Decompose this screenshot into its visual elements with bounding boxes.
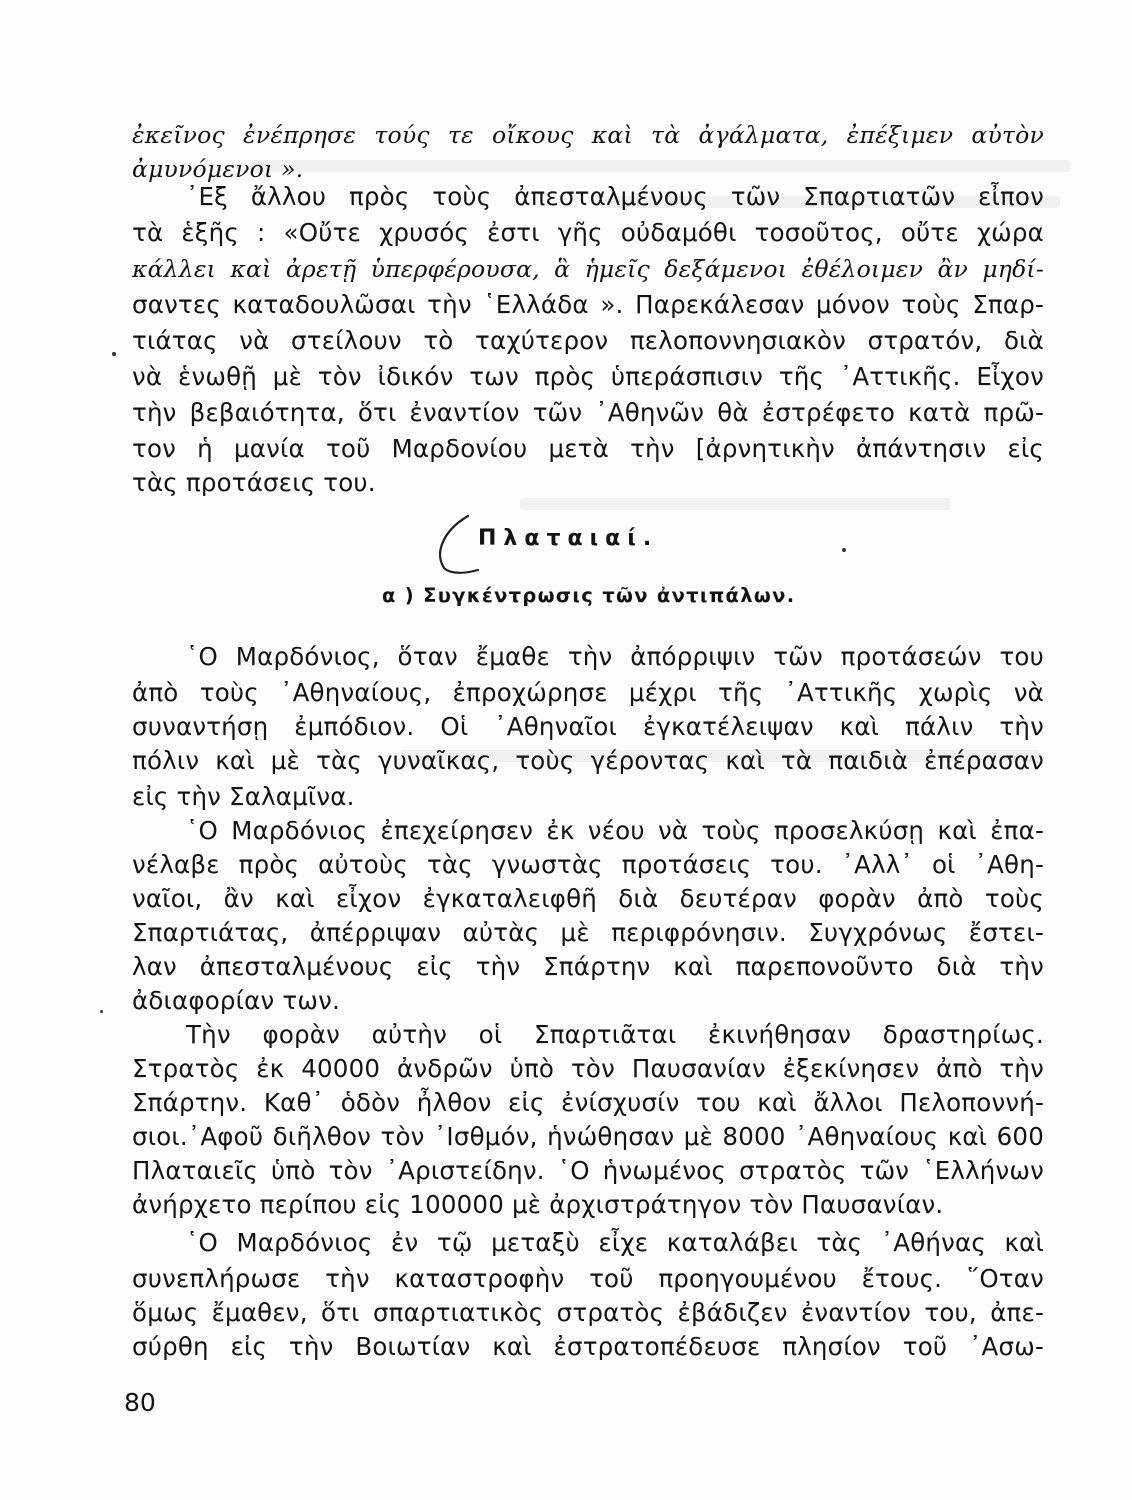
speck	[112, 352, 116, 356]
speck	[842, 548, 846, 552]
text-line: ἀπὸ τοὺς ᾽Αθηναίους, ἐπροχώρησε μέχρι τῆς ᾽Αττικῆς χωρὶς νὰ	[132, 678, 1044, 707]
text-line: σιοι.᾽Αφοῦ διῆλθον τὸν ᾽Ισθμόν, ἡνώθησαν μὲ 8000 ᾽Αθηναίους καὶ 600	[132, 1122, 1044, 1151]
text-line: Σπαρτιάτας, ἀπέρριψαν αὐτὰς μὲ περιφρόνησιν. Συγχρόνως ἔστει-	[132, 918, 1044, 947]
text-line: νὰ ἑνωθῇ μὲ τὸν ἰδικόν των πρὸς ὑπεράσπισιν τῆς ᾽Αττικῆς. Εἶχον	[132, 362, 1044, 391]
text-line: σύρθη εἰς τὴν Βοιωτίαν καὶ ἐστρατοπέδευσε πλησίον τοῦ ᾽Ασω-	[132, 1332, 1044, 1361]
text-line: τον ἡ μανία τοῦ Μαρδονίου μετὰ τὴν [ἀρνητικὴν ἀπάντησιν εἰς	[132, 434, 1044, 463]
text-line: Τὴν φορὰν αὐτὴν οἱ Σπαρτιᾶται ἐκινήθησαν δραστηρίως.	[186, 1020, 1044, 1049]
text-line: Σπάρτην. Καθ᾽ ὁδὸν ἦλθον εἰς ἐνίσχυσίν του καὶ ἄλλοι Πελοποννή-	[132, 1088, 1044, 1117]
text-line: Στρατὸς ἐκ 40000 ἀνδρῶν ὑπὸ τὸν Παυσανίαν ἐξεκίνησεν ἀπὸ τὴν	[132, 1054, 1044, 1083]
text-line: ἀνήρχετο περίπου εἰς 100000 μὲ ἀρχιστράτηγον τὸν Παυσανίαν.	[132, 1190, 944, 1219]
text-line: τὰ ἑξῆς : «Οὔτε χρυσός ἐστι γῆς οὐδαμόθι τοσοῦτος, οὔτε χώρα	[132, 218, 1044, 247]
text-line: ὅμως ἔμαθεν, ὅτι σπαρτιατικὸς στρατὸς ἐβάδιζεν ἐναντίον του, ἀπε-	[132, 1298, 1044, 1327]
text-line: σαντες καταδουλῶσαι τὴν ῾Ελλάδα ». Παρεκάλεσαν μόνον τοὺς Σπαρ-	[132, 290, 1044, 319]
text-line: εἰς τὴν Σαλαμῖνα.	[132, 782, 355, 811]
text-line: ἀδιαφορίαν των.	[132, 986, 340, 1015]
text-line: συνεπλήρωσε τὴν καταστροφὴν τοῦ προηγουμένου ἔτους. ῞Οταν	[132, 1264, 1044, 1293]
text-line: Πλαταιεῖς ὑπὸ τὸν ᾽Αριστείδην. ῾Ο ἡνωμένος στρατὸς τῶν ῾Ελλήνων	[132, 1156, 1044, 1185]
text-line: τὰς προτάσεις του.	[132, 468, 376, 497]
text-line: πόλιν καὶ μὲ τὰς γυναῖκας, τοὺς γέροντας καὶ τὰ παιδιὰ ἐπέρασαν	[132, 746, 1044, 775]
section-subtitle: α ) Συγκέντρωσις τῶν ἀντιπάλων.	[382, 584, 796, 607]
text-line: κάλλει καὶ ἀρετῇ ὑπερφέρουσα, ἃ ἡμεῖς δεξάμενοι ἐθέλοιμεν ἂν μηδί-	[132, 255, 1044, 283]
text-line: ἀμυνόμενοι ».	[132, 155, 304, 183]
text-line: συναντήσῃ ἐμπόδιον. Οἱ ᾽Αθηναῖοι ἐγκατέλειψαν καὶ πάλιν τὴν	[132, 712, 1044, 741]
section-title: Πλαταιαί.	[478, 526, 659, 551]
text-line: ᾽Εξ ἄλλου πρὸς τοὺς ἀπεσταλμένους τῶν Σπαρτιατῶν εἶπον	[186, 182, 1044, 211]
text-line: λαν ἀπεσταλμένους εἰς τὴν Σπάρτην καὶ παρεπονοῦντο διὰ τὴν	[132, 952, 1044, 981]
text-line: τὴν βεβαιότητα, ὅτι ἐναντίον τῶν ᾽Αθηνῶν θὰ ἐστρέφετο κατὰ πρῶ-	[132, 398, 1044, 427]
text-line: ἐκεῖνος ἐνέπρησε τούς τε οἴκους καὶ τὰ ἀγάλματα, ἐπέξιμεν αὐτὸν	[132, 121, 1044, 149]
text-line: τιάτας νὰ στείλουν τὸ ταχύτερον πελοποννησιακὸν στρατόν, διὰ	[132, 326, 1044, 355]
speck	[100, 1010, 103, 1013]
text-line: ῾Ο Μαρδόνιος ἐπεχείρησεν ἐκ νέου νὰ τοὺς προσελκύσῃ καὶ ἐπα-	[186, 816, 1044, 845]
text-line: ναῖοι, ἂν καὶ εἶχον ἐγκαταλειφθῆ διὰ δευτέραν φορὰν ἀπὸ τοὺς	[132, 884, 1044, 913]
page-number: 80	[124, 1388, 156, 1417]
text-line: ῾Ο Μαρδόνιος ἐν τῷ μεταξὺ εἶχε καταλάβει τὰς ᾽Αθήνας καὶ	[186, 1228, 1044, 1257]
text-line: ῾Ο Μαρδόνιος, ὅταν ἔμαθε τὴν ἀπόρριψιν τῶν προτάσεών του	[186, 642, 1044, 671]
text-line: νέλαβε πρὸς αὐτοὺς τὰς γνωστὰς προτάσεις του. ᾽Αλλ᾽ οἱ ᾽Αθη-	[132, 850, 1044, 879]
